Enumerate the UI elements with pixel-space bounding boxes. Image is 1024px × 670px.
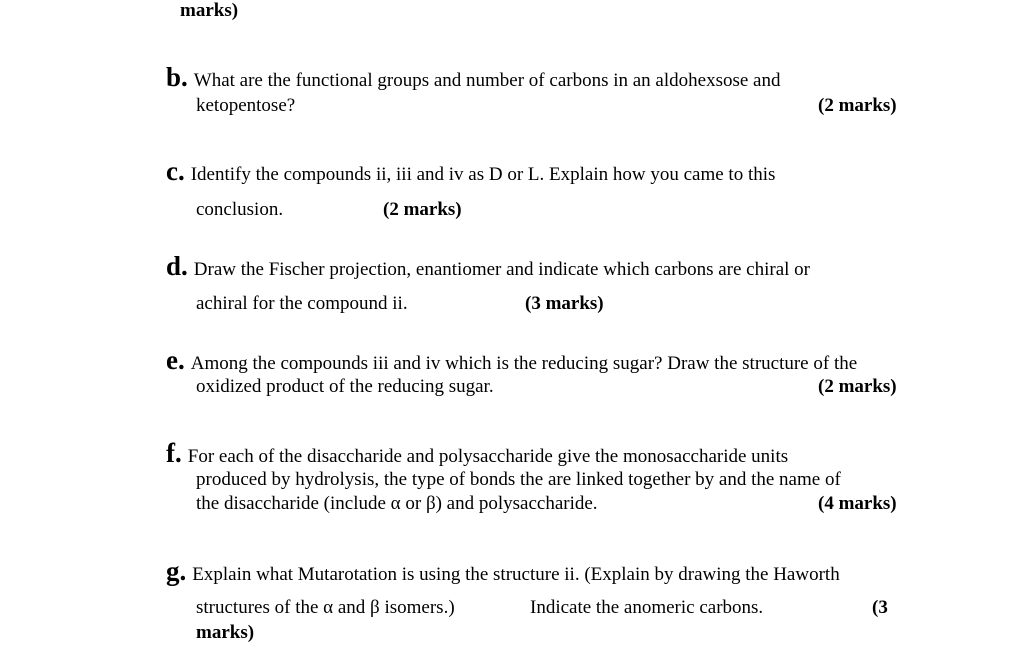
question-g-marks-cont: marks) [196, 622, 255, 643]
question-g-text-1: Explain what Mutarotation is using the structure ii. (Explain by drawing the Haworth [192, 564, 840, 585]
question-b-line-1 [166, 62, 781, 92]
question-d-text-1: Draw the Fischer projection, enantiomer and indicate which carbons are chiral or [193, 259, 810, 280]
question-d-text-2: achiral for the compound ii. [196, 293, 408, 314]
question-b-text-1: What are the functional groups and number of carbons in an aldohexsose and [193, 70, 781, 91]
question-e-letter: e. [166, 345, 185, 375]
question-d-marks: (3 marks) [525, 293, 604, 314]
question-g-text-2: structures of the α and β isomers.) [196, 597, 455, 618]
question-e-text-2: oxidized product of the reducing sugar. [196, 376, 494, 397]
question-g-marks: (3 [872, 597, 888, 618]
question-f-letter: f. [166, 438, 182, 468]
question-c-marks: (2 marks) [383, 199, 462, 220]
question-f-text-3: the disaccharide (include α or β) and polysaccharide. [196, 493, 598, 514]
question-e-line-1 [166, 345, 858, 375]
question-g-line-1 [166, 556, 840, 586]
question-d-letter: d. [166, 251, 188, 281]
question-d-line-1 [166, 251, 810, 281]
question-c-line-1 [166, 156, 776, 186]
question-f-marks: (4 marks) [818, 493, 897, 514]
question-e-marks: (2 marks) [818, 376, 897, 397]
question-c-letter: c. [166, 156, 185, 186]
question-f-line-1 [166, 438, 789, 468]
question-b-letter: b. [166, 62, 188, 92]
question-g-letter: g. [166, 556, 187, 586]
question-f-text-2: produced by hydrolysis, the type of bonds the are linked together by and the name of [196, 469, 841, 490]
question-b-marks: (2 marks) [818, 95, 897, 116]
question-c-text-1: Identify the compounds ii, iii and iv as D or L. Explain how you came to this [190, 164, 776, 185]
question-b-text-2: ketopentose? [196, 95, 296, 116]
question-c-text-2: conclusion. [196, 199, 284, 220]
question-g-text-3: Indicate the anomeric carbons. [530, 597, 764, 618]
question-e-text-1: Among the compounds iii and iv which is the reducing sugar? Draw the structure of the [190, 353, 858, 374]
previous-question-marks: marks) [180, 0, 239, 21]
question-f-text-1: For each of the disaccharide and polysaccharide give the monosaccharide units [187, 446, 789, 467]
